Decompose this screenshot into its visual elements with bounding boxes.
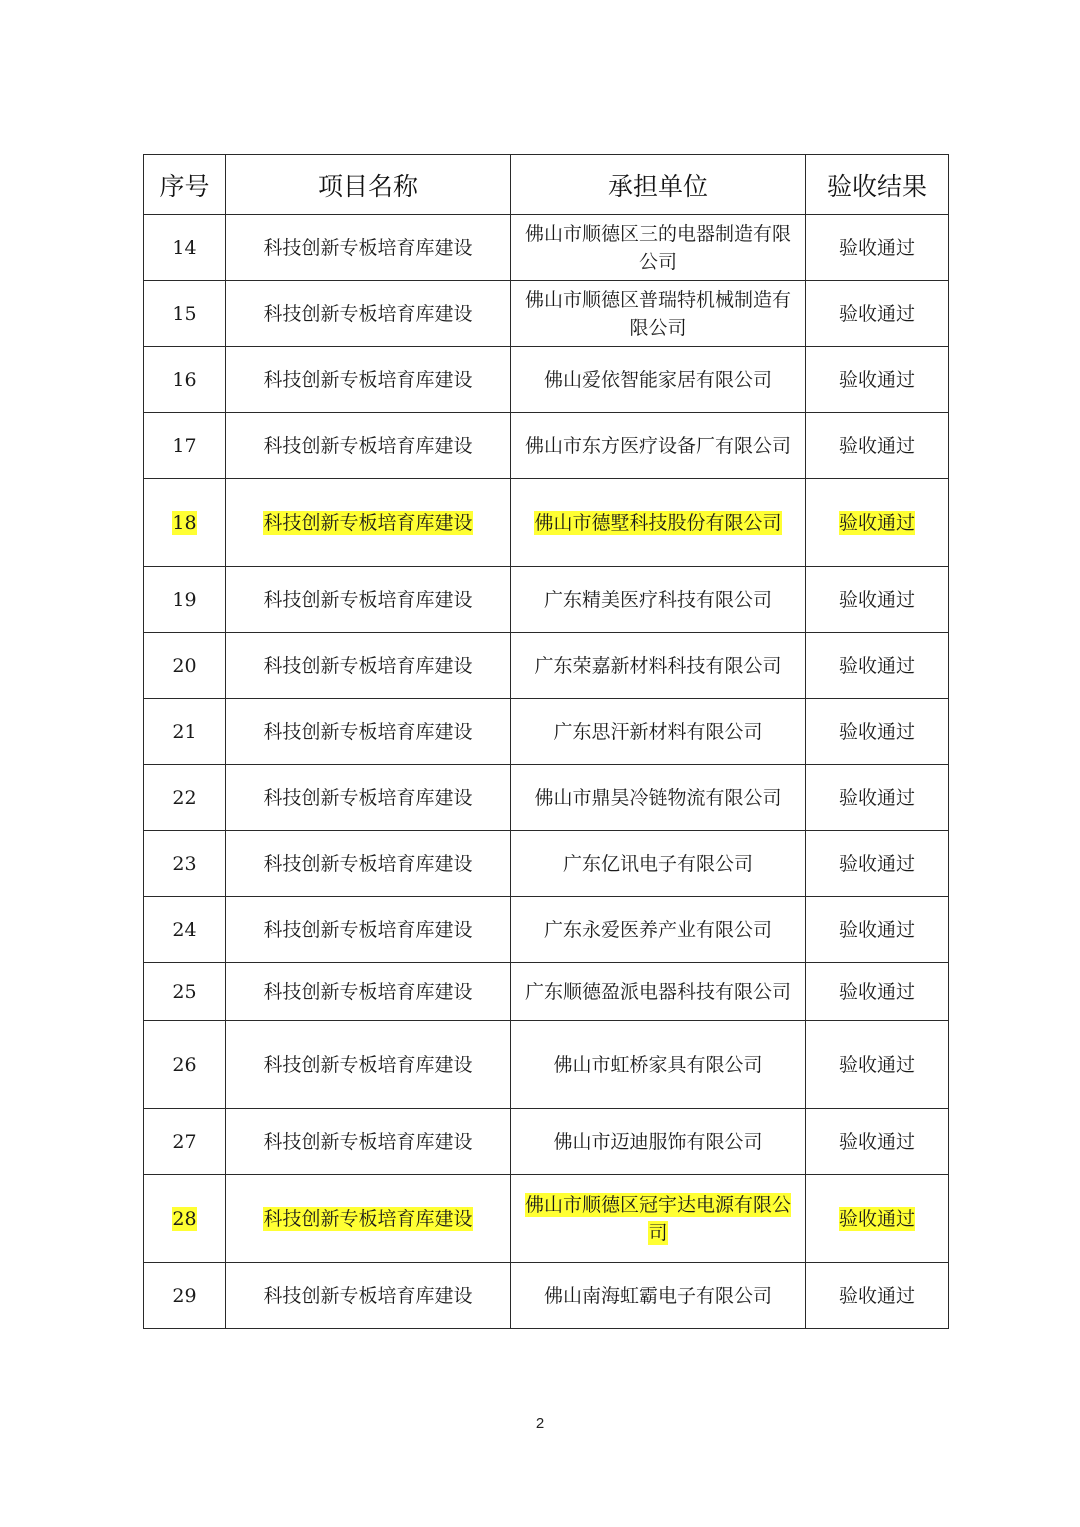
row-project-name: 科技创新专板培育库建设 <box>226 897 511 963</box>
row-acceptance-result: 验收通过 <box>806 479 949 567</box>
table-row <box>144 633 949 699</box>
row-serial-number: 22 <box>144 765 226 831</box>
row-acceptance-result: 验收通过 <box>806 1263 949 1329</box>
row-acceptance-result: 验收通过 <box>806 215 949 281</box>
row-project-name: 科技创新专板培育库建设 <box>226 699 511 765</box>
row-project-name: 科技创新专板培育库建设 <box>226 1021 511 1109</box>
table-row <box>144 963 949 1021</box>
table-row-highlighted <box>144 479 949 567</box>
row-acceptance-result: 验收通过 <box>806 1021 949 1109</box>
row-project-name: 科技创新专板培育库建设 <box>226 347 511 413</box>
header-responsible-unit: 承担单位 <box>511 155 806 215</box>
row-project-name: 科技创新专板培育库建设 <box>226 1263 511 1329</box>
row-responsible-unit: 广东思汗新材料有限公司 <box>511 699 806 765</box>
row-responsible-unit: 佛山市迈迪服饰有限公司 <box>511 1109 806 1175</box>
row-responsible-unit: 广东永爱医养产业有限公司 <box>511 897 806 963</box>
acceptance-results-table <box>143 154 949 1329</box>
row-responsible-unit: 广东荣嘉新材料科技有限公司 <box>511 633 806 699</box>
row-responsible-unit: 佛山爱依智能家居有限公司 <box>511 347 806 413</box>
row-acceptance-result: 验收通过 <box>806 897 949 963</box>
row-acceptance-result: 验收通过 <box>806 281 949 347</box>
table-row <box>144 567 949 633</box>
row-responsible-unit: 佛山市顺德区冠宇达电源有限公司 <box>511 1175 806 1263</box>
table-row <box>144 765 949 831</box>
row-responsible-unit: 佛山南海虹霸电子有限公司 <box>511 1263 806 1329</box>
row-serial-number: 21 <box>144 699 226 765</box>
row-acceptance-result: 验收通过 <box>806 413 949 479</box>
row-project-name: 科技创新专板培育库建设 <box>226 831 511 897</box>
row-acceptance-result: 验收通过 <box>806 347 949 413</box>
table-row <box>144 1109 949 1175</box>
row-acceptance-result: 验收通过 <box>806 699 949 765</box>
table-row <box>144 215 949 281</box>
row-responsible-unit: 广东亿讯电子有限公司 <box>511 831 806 897</box>
header-acceptance-result: 验收结果 <box>806 155 949 215</box>
row-serial-number: 28 <box>144 1175 226 1263</box>
row-serial-number: 14 <box>144 215 226 281</box>
row-acceptance-result: 验收通过 <box>806 831 949 897</box>
row-serial-number: 27 <box>144 1109 226 1175</box>
row-project-name: 科技创新专板培育库建设 <box>226 567 511 633</box>
row-responsible-unit: 佛山市顺德区三的电器制造有限公司 <box>511 215 806 281</box>
row-responsible-unit: 广东顺德盈派电器科技有限公司 <box>511 963 806 1021</box>
row-serial-number: 19 <box>144 567 226 633</box>
table-header-row <box>144 155 949 215</box>
row-acceptance-result: 验收通过 <box>806 963 949 1021</box>
table-row <box>144 699 949 765</box>
row-serial-number: 26 <box>144 1021 226 1109</box>
header-serial-number: 序号 <box>144 155 226 215</box>
row-responsible-unit: 佛山市东方医疗设备厂有限公司 <box>511 413 806 479</box>
row-serial-number: 17 <box>144 413 226 479</box>
row-acceptance-result: 验收通过 <box>806 1175 949 1263</box>
row-responsible-unit: 广东精美医疗科技有限公司 <box>511 567 806 633</box>
row-serial-number: 16 <box>144 347 226 413</box>
row-project-name: 科技创新专板培育库建设 <box>226 1109 511 1175</box>
row-project-name: 科技创新专板培育库建设 <box>226 215 511 281</box>
row-project-name: 科技创新专板培育库建设 <box>226 413 511 479</box>
row-project-name: 科技创新专板培育库建设 <box>226 1175 511 1263</box>
page-number: 2 <box>535 1415 545 1432</box>
table-row <box>144 1021 949 1109</box>
table-row <box>144 831 949 897</box>
table-row-highlighted <box>144 1175 949 1263</box>
row-project-name: 科技创新专板培育库建设 <box>226 633 511 699</box>
row-serial-number: 24 <box>144 897 226 963</box>
row-acceptance-result: 验收通过 <box>806 567 949 633</box>
row-acceptance-result: 验收通过 <box>806 1109 949 1175</box>
header-project-name: 项目名称 <box>226 155 511 215</box>
row-responsible-unit: 佛山市鼎昊冷链物流有限公司 <box>511 765 806 831</box>
row-responsible-unit: 佛山市德墅科技股份有限公司 <box>511 479 806 567</box>
row-serial-number: 15 <box>144 281 226 347</box>
row-serial-number: 20 <box>144 633 226 699</box>
table-row <box>144 897 949 963</box>
row-acceptance-result: 验收通过 <box>806 633 949 699</box>
table-row <box>144 1263 949 1329</box>
table-row <box>144 347 949 413</box>
row-responsible-unit: 佛山市顺德区普瑞特机械制造有限公司 <box>511 281 806 347</box>
row-responsible-unit: 佛山市虹桥家具有限公司 <box>511 1021 806 1109</box>
row-project-name: 科技创新专板培育库建设 <box>226 281 511 347</box>
row-serial-number: 29 <box>144 1263 226 1329</box>
row-project-name: 科技创新专板培育库建设 <box>226 765 511 831</box>
row-serial-number: 18 <box>144 479 226 567</box>
row-project-name: 科技创新专板培育库建设 <box>226 963 511 1021</box>
table-row <box>144 413 949 479</box>
table-row <box>144 281 949 347</box>
row-project-name: 科技创新专板培育库建设 <box>226 479 511 567</box>
row-serial-number: 25 <box>144 963 226 1021</box>
row-serial-number: 23 <box>144 831 226 897</box>
row-acceptance-result: 验收通过 <box>806 765 949 831</box>
